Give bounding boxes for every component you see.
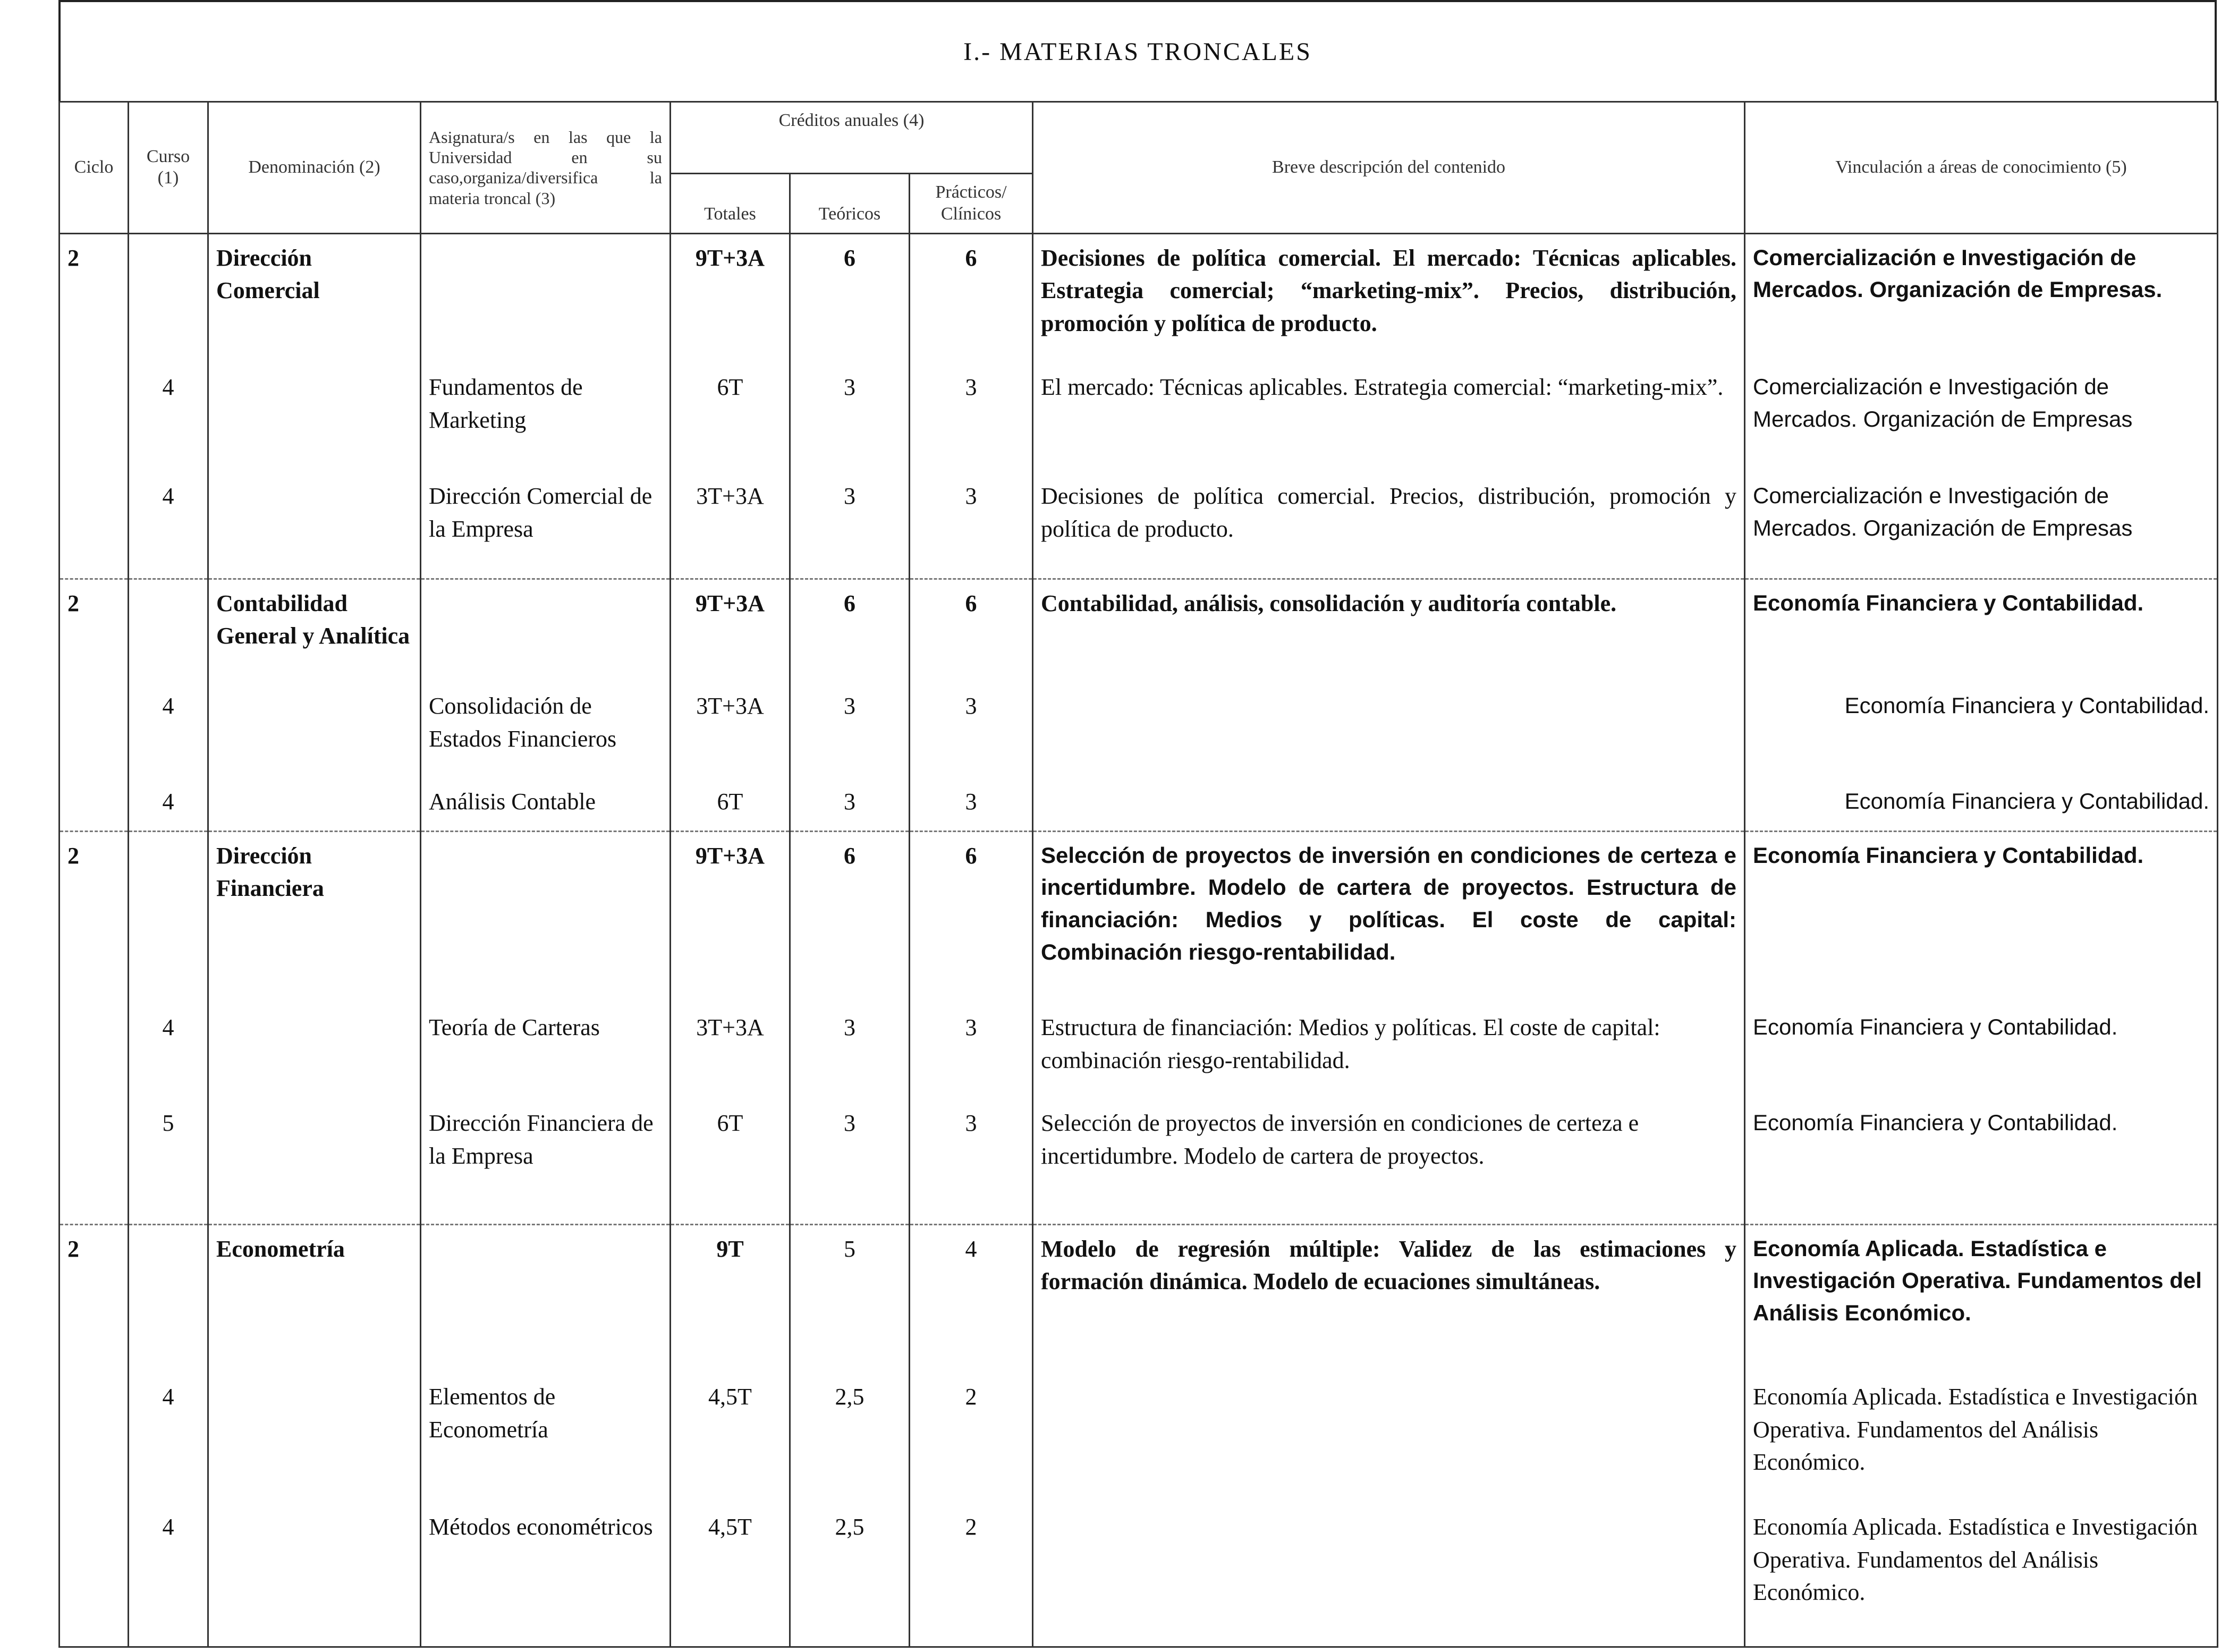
descripcion-cell: Contabilidad, análisis, consolidación y auditoría contable. — [1033, 579, 1745, 682]
table-row — [60, 1224, 2218, 1373]
curso-cell: 4 — [129, 1004, 208, 1099]
vinculacion-cell: Economía Financiera y Contabilidad. — [1745, 1004, 2218, 1099]
ciclo-cell: 2 — [60, 579, 129, 682]
asignatura-cell: Fundamentos de Marketing — [421, 363, 671, 472]
practicos-cell: 2 — [910, 1503, 1033, 1647]
denominacion-cell: Dirección Financiera — [208, 831, 421, 1004]
teoricos-cell: 6 — [790, 579, 910, 682]
vinculacion-cell: Economía Financiera y Contabilidad. — [1745, 579, 2218, 682]
teoricos-cell: 3 — [790, 472, 910, 579]
descripcion-cell — [1033, 1373, 1745, 1503]
vinculacion-cell: Economía Financiera y Contabilidad. — [1745, 1099, 2218, 1224]
practicos-cell: 6 — [910, 579, 1033, 682]
practicos-cell: 3 — [910, 682, 1033, 778]
denominacion-cell — [208, 682, 421, 778]
descripcion-cell: Decisiones de política comercial. El mercado: Técnicas aplicables. Estrategia comercial; “marketing-mix”. Precios, distribución, promoción y política de producto. — [1033, 233, 1745, 363]
totales-cell: 3T+3A — [671, 472, 790, 579]
totales-cell: 3T+3A — [671, 1004, 790, 1099]
header-creditos: Créditos anuales (4) — [671, 102, 1033, 174]
totales-cell: 6T — [671, 778, 790, 831]
denominacion-cell — [208, 472, 421, 579]
descripcion-cell — [1033, 682, 1745, 778]
teoricos-cell: 6 — [790, 233, 910, 363]
header-vinculacion: Vinculación a áreas de conocimiento (5) — [1745, 102, 2218, 234]
totales-cell: 3T+3A — [671, 682, 790, 778]
descripcion-cell: Modelo de regresión múltiple: Validez de las estimaciones y formación dinámica. Modelo de ecuaciones simultáneas. — [1033, 1224, 1745, 1373]
practicos-cell: 6 — [910, 831, 1033, 1004]
asignatura-cell — [421, 1224, 671, 1373]
ciclo-cell — [60, 472, 129, 579]
table-row — [60, 579, 2218, 682]
asignatura-cell: Análisis Contable — [421, 778, 671, 831]
asignatura-cell — [421, 579, 671, 682]
curso-cell: 4 — [129, 472, 208, 579]
ciclo-cell — [60, 363, 129, 472]
totales-cell: 9T+3A — [671, 233, 790, 363]
ciclo-cell: 2 — [60, 1224, 129, 1373]
curso-cell: 4 — [129, 778, 208, 831]
asignatura-cell: Consolidación de Estados Financieros — [421, 682, 671, 778]
ciclo-cell: 2 — [60, 233, 129, 363]
teoricos-cell: 3 — [790, 682, 910, 778]
table-row — [60, 1373, 2218, 1503]
table-row — [60, 831, 2218, 1004]
asignatura-cell: Dirección Financiera de la Empresa — [421, 1099, 671, 1224]
totales-cell: 9T — [671, 1224, 790, 1373]
practicos-cell: 4 — [910, 1224, 1033, 1373]
asignatura-cell: Teoría de Carteras — [421, 1004, 671, 1099]
asignatura-cell — [421, 233, 671, 363]
descripcion-cell: Selección de proyectos de inversión en condiciones de certeza e incertidumbre. Modelo de cartera de proyectos. Estructura de financiación: Medios y políticas. El coste de capital: Combinación riesgo-rentabilidad. — [1033, 831, 1745, 1004]
header-asignaturas: Asignatura/s en las que la Universidad en su caso,organiza/diversifica la materia troncal (3) — [421, 102, 671, 234]
page-title: I.- MATERIAS TRONCALES — [963, 37, 1312, 66]
materias-table — [58, 101, 2218, 1648]
vinculacion-cell: Comercialización e Investigación de Mercados. Organización de Empresas — [1745, 363, 2218, 472]
denominacion-cell: Econometría — [208, 1224, 421, 1373]
vinculacion-cell: Economía Aplicada. Estadística e Investigación Operativa. Fundamentos del Análisis Económico. — [1745, 1373, 2218, 1503]
practicos-cell: 6 — [910, 233, 1033, 363]
denominacion-cell — [208, 1004, 421, 1099]
ciclo-cell — [60, 1099, 129, 1224]
table-row — [60, 1503, 2218, 1647]
totales-cell: 6T — [671, 1099, 790, 1224]
denominacion-cell — [208, 778, 421, 831]
vinculacion-cell: Economía Aplicada. Estadística e Investigación Operativa. Fundamentos del Análisis Económico. — [1745, 1224, 2218, 1373]
curso-cell: 4 — [129, 1373, 208, 1503]
denominacion-cell — [208, 1373, 421, 1503]
vinculacion-cell: Economía Financiera y Contabilidad. — [1745, 682, 2218, 778]
vinculacion-cell: Comercialización e Investigación de Mercados. Organización de Empresas. — [1745, 233, 2218, 363]
practicos-cell: 3 — [910, 472, 1033, 579]
totales-cell: 4,5T — [671, 1503, 790, 1647]
ciclo-cell — [60, 1004, 129, 1099]
practicos-cell: 3 — [910, 363, 1033, 472]
ciclo-cell — [60, 778, 129, 831]
header-practicos: Prácticos/ Clínicos — [910, 174, 1033, 234]
vinculacion-cell: Economía Aplicada. Estadística e Investigación Operativa. Fundamentos del Análisis Económico. — [1745, 1503, 2218, 1647]
asignatura-cell: Dirección Comercial de la Empresa — [421, 472, 671, 579]
curso-cell — [129, 579, 208, 682]
ciclo-cell — [60, 682, 129, 778]
vinculacion-cell: Economía Financiera y Contabilidad. — [1745, 831, 2218, 1004]
ciclo-cell — [60, 1503, 129, 1647]
asignatura-cell: Métodos econométricos — [421, 1503, 671, 1647]
header-descripcion: Breve descripción del contenido — [1033, 102, 1745, 234]
ciclo-cell — [60, 1373, 129, 1503]
curso-cell: 4 — [129, 682, 208, 778]
curso-cell — [129, 233, 208, 363]
header-curso: Curso (1) — [129, 102, 208, 234]
descripcion-cell: Decisiones de política comercial. Precios, distribución, promoción y política de producto. — [1033, 472, 1745, 579]
table-row — [60, 233, 2218, 363]
table-row — [60, 1004, 2218, 1099]
document-page — [58, 0, 2217, 1652]
practicos-cell: 3 — [910, 1004, 1033, 1099]
denominacion-cell — [208, 1503, 421, 1647]
totales-cell: 9T+3A — [671, 579, 790, 682]
teoricos-cell: 3 — [790, 363, 910, 472]
curso-cell — [129, 1224, 208, 1373]
curso-cell: 4 — [129, 1503, 208, 1647]
table-row — [60, 472, 2218, 579]
vinculacion-cell: Comercialización e Investigación de Mercados. Organización de Empresas — [1745, 472, 2218, 579]
vinculacion-cell: Economía Financiera y Contabilidad. — [1745, 778, 2218, 831]
teoricos-cell: 2,5 — [790, 1373, 910, 1503]
descripcion-cell — [1033, 778, 1745, 831]
header-ciclo: Ciclo — [60, 102, 129, 234]
teoricos-cell: 3 — [790, 1004, 910, 1099]
curso-cell: 4 — [129, 363, 208, 472]
denominacion-cell — [208, 1099, 421, 1224]
teoricos-cell: 2,5 — [790, 1503, 910, 1647]
teoricos-cell: 3 — [790, 778, 910, 831]
teoricos-cell: 5 — [790, 1224, 910, 1373]
teoricos-cell: 6 — [790, 831, 910, 1004]
header-denominacion: Denominación (2) — [208, 102, 421, 234]
totales-cell: 6T — [671, 363, 790, 472]
denominacion-cell — [208, 363, 421, 472]
ciclo-cell: 2 — [60, 831, 129, 1004]
table-row — [60, 682, 2218, 778]
table-row — [60, 363, 2218, 472]
asignatura-cell — [421, 831, 671, 1004]
totales-cell: 9T+3A — [671, 831, 790, 1004]
denominacion-cell: Contabilidad General y Analítica — [208, 579, 421, 682]
curso-cell: 5 — [129, 1099, 208, 1224]
title-box — [58, 0, 2217, 101]
descripcion-cell: Estructura de financiación: Medios y políticas. El coste de capital: combinación riesgo-rentabilidad. — [1033, 1004, 1745, 1099]
totales-cell: 4,5T — [671, 1373, 790, 1503]
curso-cell — [129, 831, 208, 1004]
practicos-cell: 2 — [910, 1373, 1033, 1503]
descripcion-cell — [1033, 1503, 1745, 1647]
header-teoricos: Teóricos — [790, 174, 910, 234]
asignatura-cell: Elementos de Econometría — [421, 1373, 671, 1503]
denominacion-cell: Dirección Comercial — [208, 233, 421, 363]
descripcion-cell: Selección de proyectos de inversión en condiciones de certeza e incertidumbre. Modelo de cartera de proyectos. — [1033, 1099, 1745, 1224]
header-totales: Totales — [671, 174, 790, 234]
teoricos-cell: 3 — [790, 1099, 910, 1224]
table-row — [60, 778, 2218, 831]
table-row — [60, 1099, 2218, 1224]
practicos-cell: 3 — [910, 778, 1033, 831]
practicos-cell: 3 — [910, 1099, 1033, 1224]
descripcion-cell: El mercado: Técnicas aplicables. Estrategia comercial: “marketing-mix”. — [1033, 363, 1745, 472]
